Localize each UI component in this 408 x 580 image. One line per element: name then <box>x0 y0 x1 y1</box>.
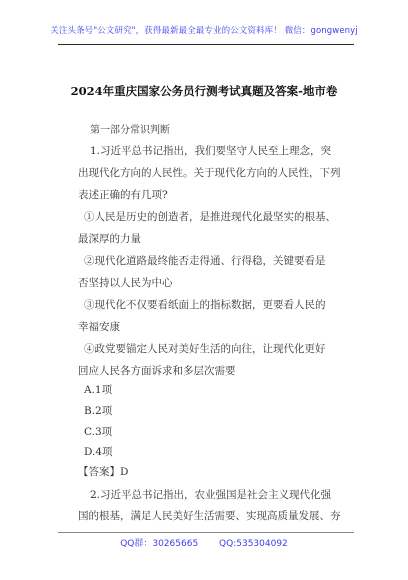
question-1-line-3: 表述正确的有几项? <box>78 189 168 201</box>
statement-1-line-1: ①人民是历史的创造者，是推进现代化最坚实的根基、 <box>84 211 336 223</box>
question-2-line-2: 国的根基，满足人民美好生活需要、实现高质量发展、夯 <box>78 510 341 522</box>
header-divider <box>58 44 354 45</box>
answer-label: 【答案】D <box>78 466 129 478</box>
statement-2-line-1: ②现代化道路最终能否走得通、行得稳，关键要看是 <box>84 255 326 267</box>
footer-qq-group: QQ群：30265665 <box>120 539 199 549</box>
statement-2-line-2: 否坚持以人民为中心 <box>78 277 173 289</box>
option-b: B.2项 <box>84 405 113 417</box>
footer-divider <box>58 532 354 533</box>
question-1-line-2: 出现代化方向的人民性。关于现代化方向的人民性，下列 <box>78 167 341 179</box>
statement-4-line-2: 回应人民各方面诉求和多层次需要 <box>78 365 236 377</box>
question-2-line-1: 2.习近平总书记指出，农业强国是社会主义现代化强 <box>90 489 332 501</box>
section-heading: 第一部分常识判断 <box>90 125 170 136</box>
option-c: C.3项 <box>84 426 113 438</box>
statement-3-line-2: 幸福安康 <box>78 321 120 333</box>
footer-contacts <box>0 536 408 549</box>
statement-3-line-1: ③现代化不仅要看纸面上的指标数据，更要看人民的 <box>84 299 326 311</box>
header-banner[interactable]: 关注头条号"公文研究"，获得最新最全最专业的公文资料库！ 微信：gongwenyj <box>50 26 358 36</box>
statement-4-line-1: ④政党要锚定人民对美好生活的向往，让现代化更好 <box>84 343 326 355</box>
document-title: 2024年重庆国家公务员行测考试真题及答案-地市卷 <box>70 84 338 98</box>
option-d: D.4项 <box>84 446 113 458</box>
statement-1-line-2: 最深厚的力量 <box>78 233 141 245</box>
option-a: A.1项 <box>84 384 113 396</box>
question-1-line-1: 1.习近平总书记指出，我们要坚守人民至上理念，突 <box>90 145 332 157</box>
footer-qq-number: QQ:535304092 <box>219 539 288 549</box>
